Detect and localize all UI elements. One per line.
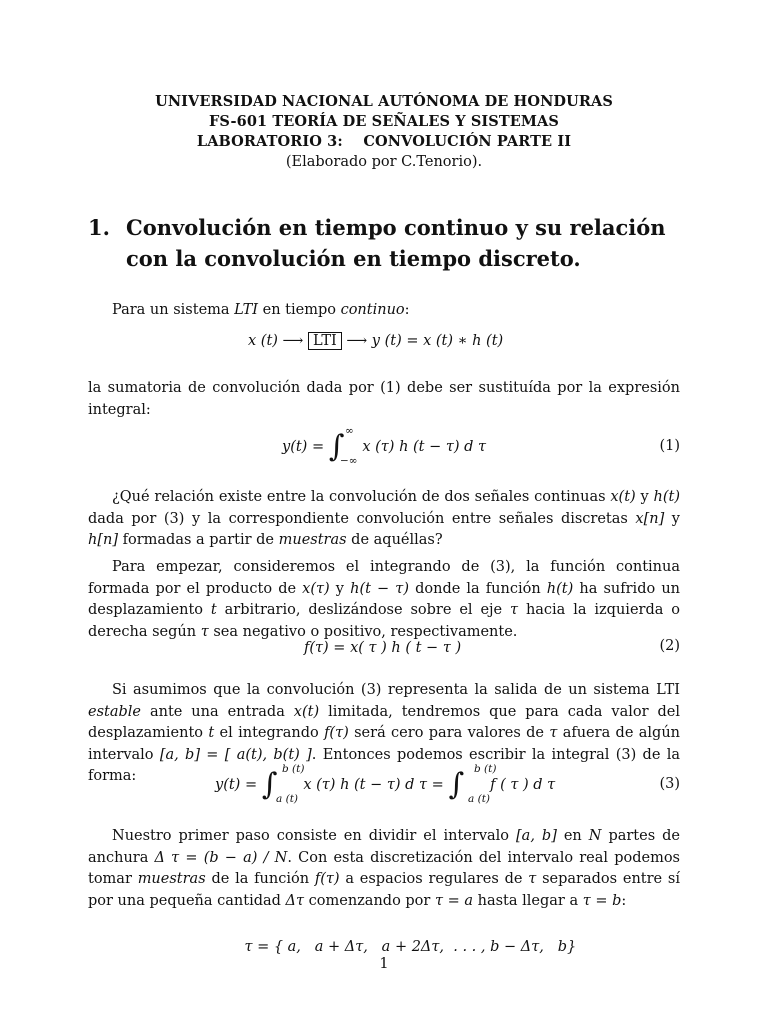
math-text: x (τ) h (t − τ) d τ: [362, 439, 487, 455]
text: la sumatoria de convolución dada por (1) debe ser sustituída por la expresión integral:: [88, 380, 680, 418]
math-inline: f(τ): [314, 871, 340, 887]
text: :: [404, 302, 410, 318]
math-inline: N: [588, 828, 602, 844]
text: partes de anchura: [88, 828, 680, 866]
equation-number: (2): [659, 638, 680, 654]
integral-upper-limit: b (t): [474, 763, 497, 775]
text: dada por (3) y la correspondiente convolución entre señales discretas: [88, 510, 636, 527]
text: comenzando por: [304, 892, 435, 909]
lab-title: LABORATORIO 3: CONVOLUCIÓN PARTE II: [196, 133, 572, 150]
text: ante una entrada: [141, 703, 294, 720]
integral-upper-limit: ∞: [345, 425, 354, 437]
text: limitada, tendremos que para cada valor del desplazamiento: [88, 703, 680, 741]
math-inline: h(t − τ): [350, 580, 409, 597]
math-inline: x[n]: [635, 510, 665, 527]
math-text: y(t) =: [215, 777, 262, 793]
math-text: x (τ) h (t − τ) d τ =: [303, 777, 449, 793]
text: sea negativo o positivo, respectivamente.: [208, 623, 518, 640]
math-inline: [a, b]: [516, 828, 557, 844]
integral-lower-limit: a (t): [468, 793, 491, 805]
paragraph-stable: [88, 680, 680, 788]
text: de aquéllas?: [346, 532, 443, 548]
text: Para un sistema: [112, 302, 235, 318]
integral-symbol: ∫: [448, 767, 465, 802]
text: ¿Qué relación existe entre la convolución de dos señales continuas: [112, 489, 611, 505]
system-expression: [248, 331, 503, 351]
math-inline: τ: [200, 623, 209, 640]
integral-symbol: ∫: [261, 767, 278, 802]
math-text: f(τ) = x( τ ) h ( t − τ ): [304, 640, 462, 656]
math-inline: f(τ): [324, 725, 349, 741]
text: separados entre sí por una pequeña cantidad: [88, 871, 680, 909]
math-inline: τ: [549, 725, 558, 741]
equation-2: [304, 638, 461, 658]
text: . Con esta discretización del intervalo real podemos tomar: [88, 849, 680, 887]
integral-lower-limit: −∞: [340, 455, 358, 467]
equation-number: (1): [659, 438, 680, 454]
page-number: 1: [379, 956, 389, 972]
section-number: 1.: [88, 215, 110, 240]
math-inline: h(t): [546, 580, 574, 597]
text: a espacios regulares de: [339, 871, 529, 887]
text: y: [329, 580, 351, 597]
text: hacia la izquierda o derecha según: [88, 602, 681, 640]
text-italic: continuo: [340, 302, 405, 318]
paragraph-sum: [88, 378, 680, 421]
math-inline: x(t): [293, 703, 320, 720]
math-inline: Δτ: [285, 892, 305, 909]
math-text: x (t) ⟶: [248, 333, 308, 349]
equation-number: (3): [659, 776, 680, 792]
math-inline: h(t): [653, 489, 680, 505]
university-name: UNIVERSIDAD NACIONAL AUTÓNOMA DE HONDURAS: [155, 93, 613, 110]
text: ha sufrido un desplazamiento: [88, 580, 680, 618]
math-inline: τ = b: [582, 892, 622, 909]
text: arbitrario, deslizándose sobre el eje: [216, 602, 511, 618]
section-title: Convolución en tiempo continuo y su relación con la convolución en tiempo discreto.: [126, 215, 666, 271]
math-text: τ = { a, a + Δτ, a + 2Δτ, . . . , b − Δτ, b}: [244, 939, 577, 955]
integral-upper-limit: b (t): [282, 763, 305, 775]
text: afuera de algún intervalo: [88, 725, 681, 763]
text: Nuestro primer paso consiste en dividir el intervalo: [112, 828, 517, 844]
math-inline: h[n]: [88, 532, 118, 548]
author-line: (Elaborado por C.Tenorio).: [285, 154, 483, 170]
math-inline: x(τ): [302, 580, 330, 597]
math-inline: τ: [510, 602, 519, 618]
text: y: [664, 510, 680, 527]
integral-symbol: ∫: [328, 429, 345, 464]
text: . Entonces podemos escribir la integral (3) de la forma:: [88, 746, 680, 784]
text-italic: muestras: [137, 871, 206, 887]
text: y: [635, 489, 654, 505]
text: hasta llegar a: [473, 892, 583, 909]
math-text: ⟶ y (t) = x (t) ∗ h (t): [341, 333, 504, 349]
paragraph-question: [88, 487, 680, 552]
text: será cero para valores de: [348, 725, 550, 741]
text: donde la función: [408, 580, 547, 597]
text-italic: estable: [88, 703, 141, 720]
course-name: FS-601 TEORÍA DE SEÑALES Y SISTEMAS: [209, 113, 559, 130]
lti-box: LTI: [308, 332, 342, 350]
text: :: [621, 892, 627, 909]
document-header: [0, 92, 768, 172]
math-inline: [a, b] = [ a(t), b(t) ]: [159, 746, 312, 763]
math-inline: Δ τ = (b − a) / N: [154, 849, 288, 866]
equation-1: [282, 429, 487, 464]
paragraph-discretization: [88, 826, 680, 912]
text-italic: muestras: [278, 532, 347, 548]
text: Para empezar, consideremos el integrando de (3), la función continua formada por el producto de: [88, 559, 680, 597]
section-heading: [88, 212, 688, 274]
math-inline: t: [210, 602, 217, 618]
text-italic: LTI: [234, 302, 259, 318]
math-inline: τ: [528, 871, 537, 887]
paragraph-intro: [88, 300, 680, 322]
text: en tiempo: [258, 302, 341, 318]
math-inline: τ = a: [434, 892, 474, 909]
math-inline: x(t): [610, 489, 636, 505]
text: de la función: [205, 871, 315, 887]
text: Si asumimos que la convolución (3) representa la salida de un sistema LTI: [112, 682, 680, 698]
integral-lower-limit: a (t): [276, 793, 299, 805]
text: en: [556, 828, 589, 844]
paragraph-integrand: [88, 557, 680, 643]
text: el integrando: [214, 725, 325, 741]
math-text: f ( τ ) d τ: [490, 777, 556, 793]
text: formadas a partir de: [118, 532, 279, 548]
math-text: y(t) =: [282, 439, 329, 455]
math-inline: t: [208, 725, 215, 741]
